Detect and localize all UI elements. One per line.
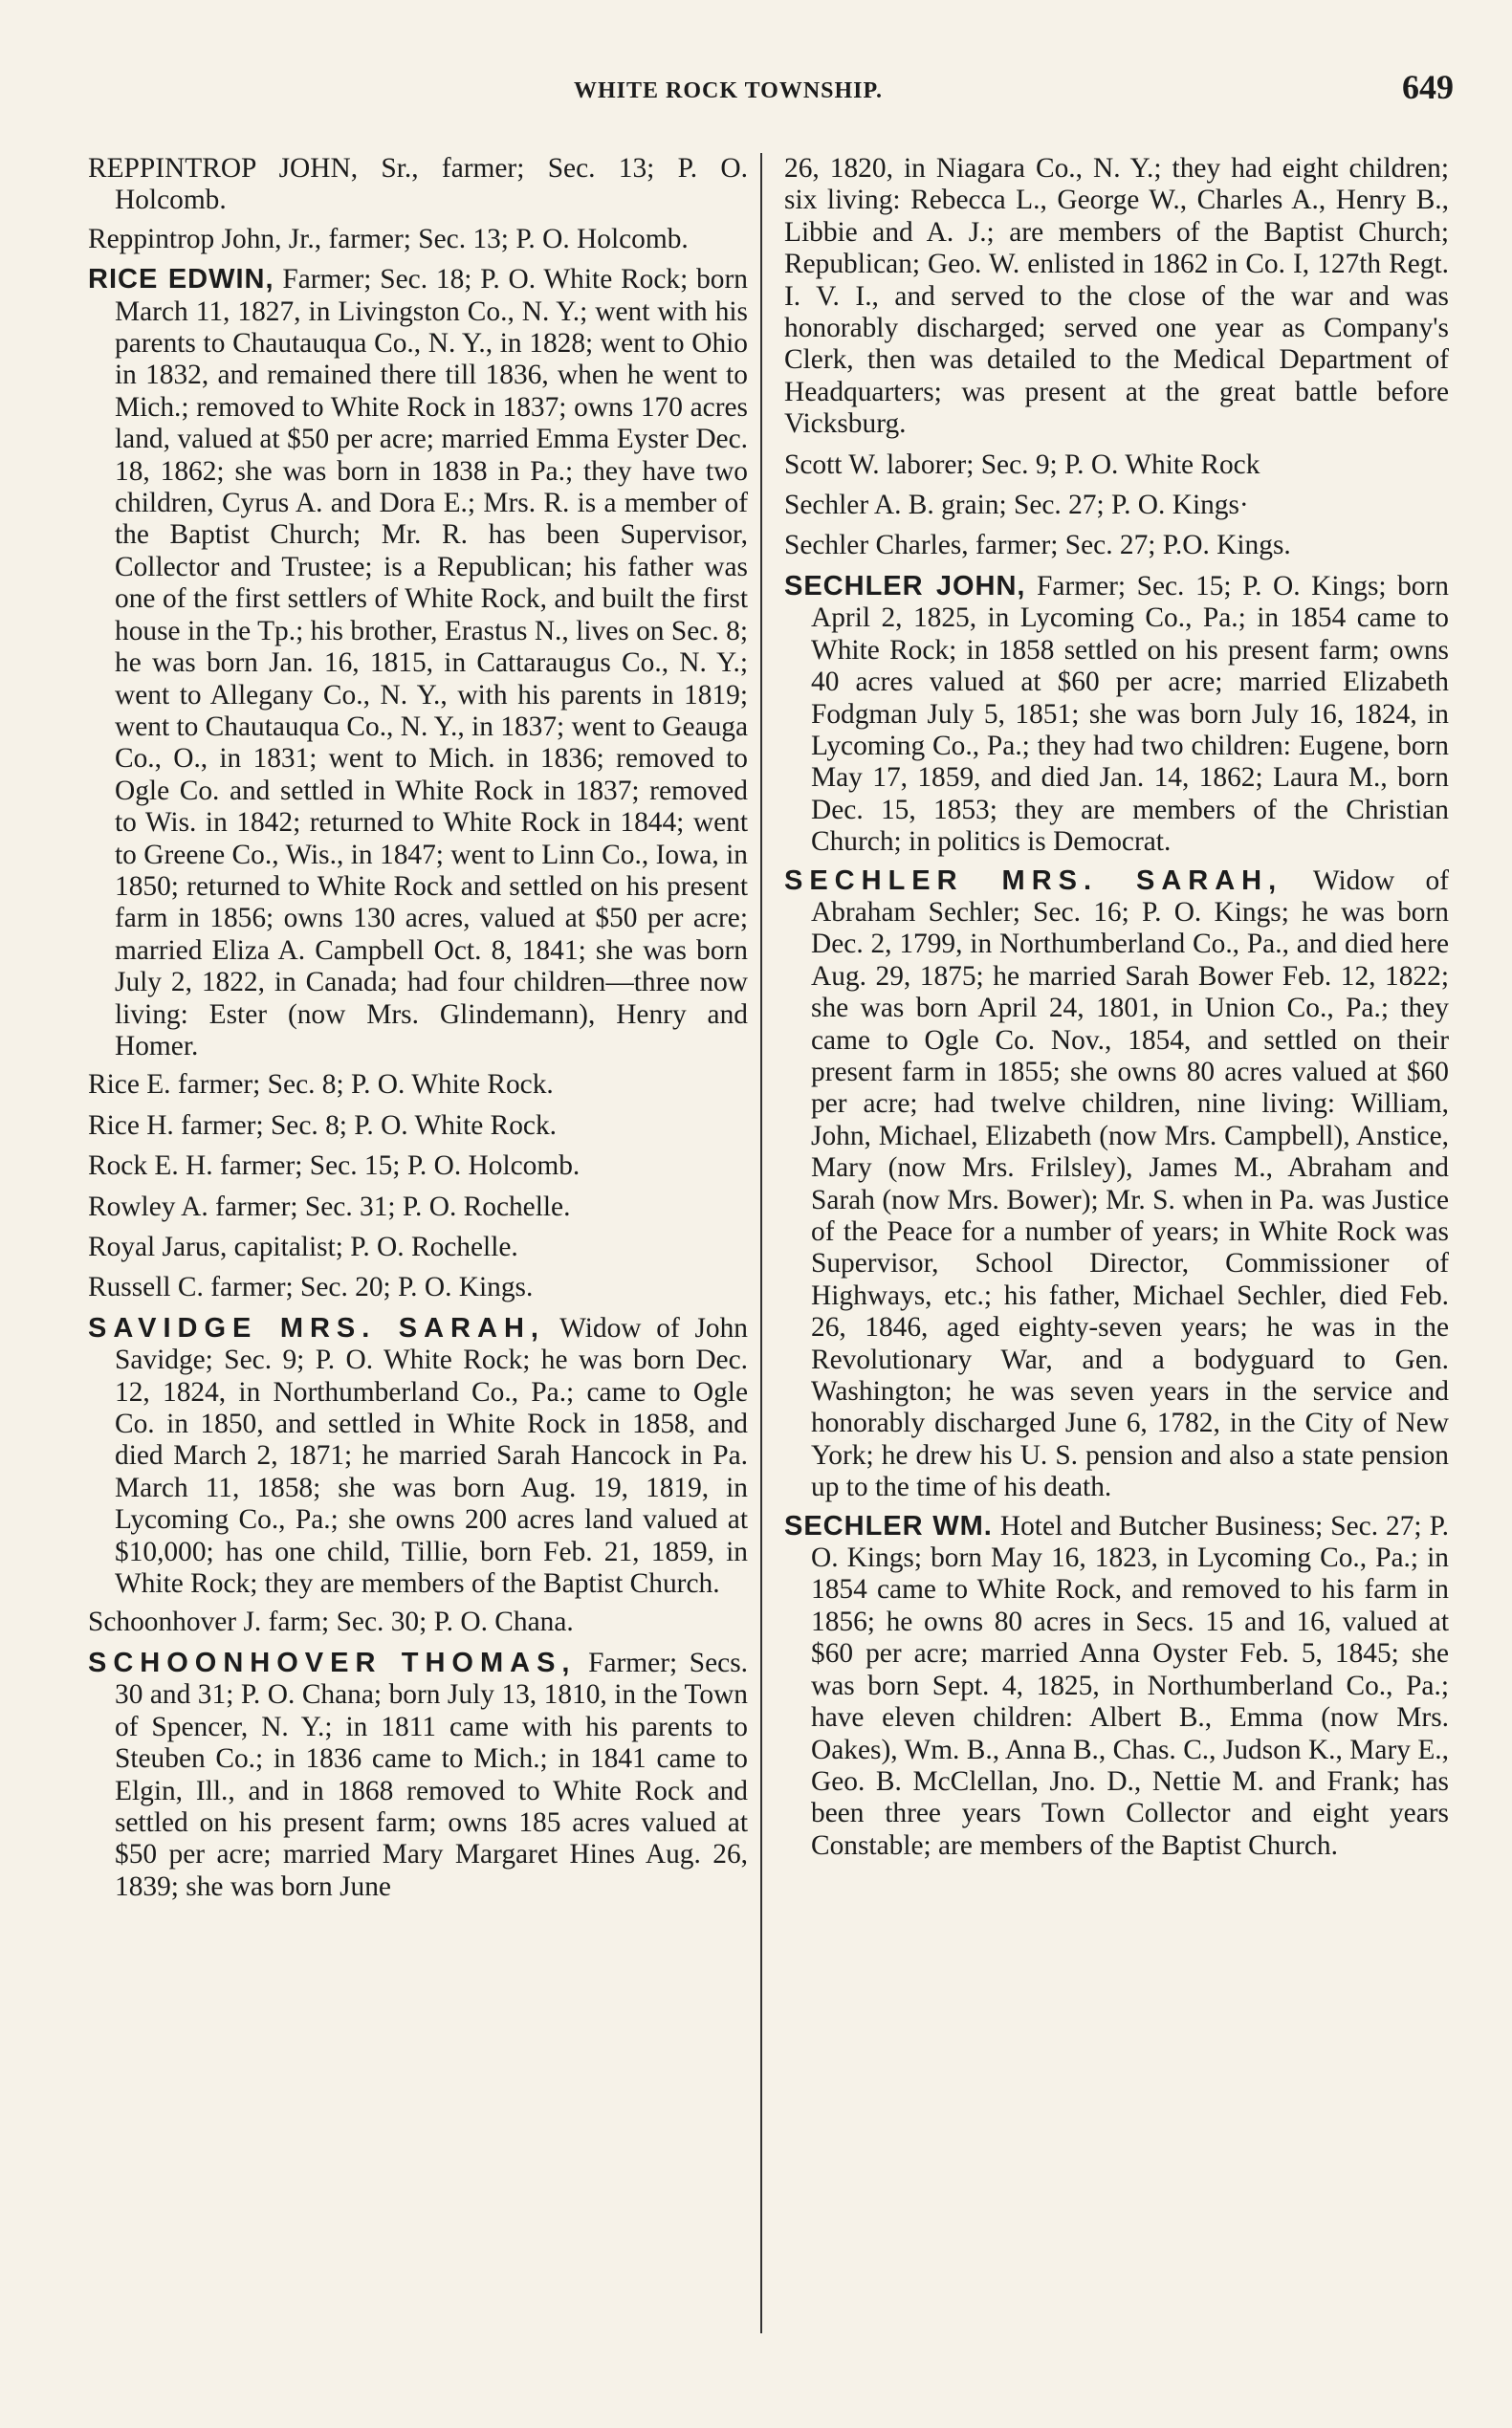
directory-entry [784,490,1449,521]
entry-name: SECHLER MRS. SARAH, [784,864,1283,896]
entry-text: Widow of John Savidge; Sec. 9; P. O. White Rock; he was born Dec. 12, 1824, in Northumberland Co., Pa.; came to Ogle Co. in 1850, and settled in White Rock in 1858, and died March 2, 1871; he married Sarah Hancock in Pa. March 11, 1858; she was born Aug. 19, 1819, in Lycoming Co., Pa.; she owns 200 acres land valued at $10,000; has one child, Tillie, born Feb. 21, 1859, in White Rock; they are members of the Baptist Church. [115,1312,748,1600]
directory-entry [88,1192,748,1223]
directory-entry [784,449,1449,481]
directory-entry [88,1272,748,1303]
right-column [784,153,1449,2352]
entry-text: Russell C. farmer; Sec. 20; P. O. Kings. [88,1272,534,1303]
directory-entry [88,224,748,255]
entry-text: Sechler Charles, farmer; Sec. 27; P.O. Kings. [784,530,1291,561]
directory-entry [784,530,1449,561]
entry-text: Widow of Abraham Sechler; Sec. 16; P. O. Kings; he was born Dec. 2, 1799, in Northumberland Co., Pa., and died here Aug. 29, 1875; he married Sarah Bower Feb. 12, 1822; she was born April 24, 1801, in Union Co., Pa.; they came to Ogle Co. Nov., 1854, and settled on their present farm in 1855; she owns 80 acres valued at $60 per acre; had twelve children, nine living: William, John, Michael, Elizabeth (now Mrs. Campbell), Anstice, Mary (now Mrs. Frilsley), James M., Abraham and Sarah (now Mrs. Bower); Mr. S. when in Pa. was Justice of the Peace for a number of years; in White Rock was Supervisor, School Director, Commissioner of Highways, etc.; his father, Michael Sechler, died Feb. 26, 1846, aged eighty-seven years; he was in the Revolutionary War, and a bodyguard to Gen. Washington; he was seven years in the service and honorably discharged June 6, 1782, in the City of New York; he drew his U. S. pension and also a state pension up to the time of his death. [811,864,1449,1503]
page-header [574,67,1454,117]
entry-text: Sechler A. B. grain; Sec. 27; P. O. Kings· [784,490,1249,521]
biography-entry [784,1511,1449,1862]
entry-name: SAVIDGE MRS. SARAH, [88,1312,545,1344]
directory-entry [88,1150,748,1182]
entry-text: Scott W. laborer; Sec. 9; P. O. White Rock [784,448,1260,480]
entry-text: Reppintrop John, Jr., farmer; Sec. 13; P. O. Holcomb. [88,223,689,254]
entry-text: Farmer; Sec. 15; P. O. Kings; born April 2, 1825, in Lycoming Co., Pa.; in 1854 came to White Rock; in 1858 settled on his present farm; owns 40 acres valued at $60 per acre; married Elizabeth Fodgman July 5, 1851; she was born July 16, 1824, in Lycoming Co., Pa.; they had two children: Eugene, born May 17, 1859, and died Jan. 14, 1862; Laura M., born Dec. 15, 1853; they are members of the Christian Church; in politics is Democrat. [811,570,1449,858]
biography-entry [88,153,748,217]
entry-text: Schoonhover J. farm; Sec. 30; P. O. Chana. [88,1607,574,1638]
biography-entry [88,1648,748,1903]
entry-text: Farmer; Sec. 18; P. O. White Rock; born March 11, 1827, in Livingston Co., N. Y.; went with his parents to Chautauqua Co., N. Y., in 1828; went to Ohio in 1832, and remained there till 1836, when he went to Mich.; removed to White Rock in 1837; owns 170 acres land, valued at $50 per acre; married Emma Eyster Dec. 18, 1862; she was born in 1838 in Pa.; they have two children, Cyrus A. and Dora E.; Mrs. R. is a member of the Baptist Church; Mr. R. has been Supervisor, Collector and Trustee; is a Republican; his father was one of the first settlers of White Rock, and built the first house in the Tp.; his brother, Erastus N., lives on Sec. 8; he was born Jan. 16, 1815, in Cattaraugus Co., N. Y.; went to Allegany Co., N. Y., with his parents in 1819; went to Chautauqua Co., N. Y., in 1837; went to Geauga Co., O., in 1831; went to Mich. in 1836; removed to Ogle Co. and settled in White Rock in 1837; removed to Wis. in 1842; returned to White Rock in 1844; went to Greene Co., Wis., in 1847; went to Linn Co., Iowa, in 1850; returned to White Rock and settled on his present farm in 1856; owns 130 acres, valued at $50 per acre; married Eliza A. Campbell Oct. 8, 1841; she was born July 2, 1822, in Canada; had four children—three now living: Ester (now Mrs. Glindemann), Henry and Homer. [115,264,748,1061]
directory-entry [88,1110,748,1142]
entry-text: Rice E. farmer; Sec. 8; P. O. White Rock. [88,1069,554,1101]
left-column [88,153,748,2352]
directory-entry [88,1232,748,1263]
entry-text: Rock E. H. farmer; Sec. 15; P. O. Holcomb. [88,1150,581,1182]
directory-entry [784,153,1449,441]
directory-entry [88,1069,748,1101]
entry-text: Royal Jarus, capitalist; P. O. Rochelle. [88,1232,518,1262]
page-number: 649 [1402,68,1454,106]
entry-text: Farmer; Secs. 30 and 31; P. O. Chana; born July 13, 1810, in the Town of Spencer, N. Y.; in 1811 came with his parents to Steuben Co.; in 1836 came to Mich.; in 1841 came to Elgin, Ill., and in 1868 removed to White Rock and settled on his present farm; owns 185 acres valued at $50 per acre; married Mary Margaret Hines Aug. 26, 1839; she was born June [115,1647,748,1902]
running-head: WHITE ROCK TOWNSHIP. [574,78,883,103]
biography-entry [784,571,1449,859]
entry-text: 26, 1820, in Niagara Co., N. Y.; they had eight children; six living: Rebecca L., George W., Charles A., Henry B., Libbie and A. J.; are members of the Baptist Church; Republican; Geo. W. enlisted in 1862 in Co. I, 127th Regt. I. V. I., and served to the close of the war and was honorably discharged; served one year as Company's Clerk, then was detailed to the Medical Department of Headquarters; was present at the great battle before Vicksburg. [784,153,1449,440]
column-divider [760,153,762,2333]
entry-name: SCHOONHOVER THOMAS, [88,1647,577,1678]
entry-name: SECHLER WM. [784,1510,993,1542]
entry-name: RICE EDWIN, [88,264,274,295]
entry-name: SECHLER JOHN, [784,570,1026,602]
entry-text: farmer; Sec. 13; P. O. Holcomb. [115,153,748,216]
directory-entry [88,1607,748,1638]
entry-text: Rice H. farmer; Sec. 8; P. O. White Rock. [88,1109,558,1141]
biography-entry [88,264,748,1062]
biography-entry [784,865,1449,1504]
entry-text: Rowley A. farmer; Sec. 31; P. O. Rochelle. [88,1191,571,1222]
entry-text: Hotel and Butcher Business; Sec. 27; P. O. Kings; born May 16, 1823, in Lycoming Co., Pa.; in 1854 came to White Rock, and removed to his farm in 1856; he owns 80 acres in Secs. 15 and 16, valued at $60 per acre; married Anna Oyster Feb. 5, 1845; she was born Sept. 4, 1825, in Northumberland Co., Pa.; have eleven children: Albert B., Emma (now Mrs. Oakes), Wm. B., Anna B., Chas. C., Judson K., Mary E., Geo. B. McClellan, Jno. D., Nettie M. and Frank; has been three years Town Collector and eight years Constable; are members of the Baptist Church. [811,1510,1449,1861]
biography-entry [88,1313,748,1601]
entry-name: REPPINTROP JOHN, Sr., [88,153,419,184]
